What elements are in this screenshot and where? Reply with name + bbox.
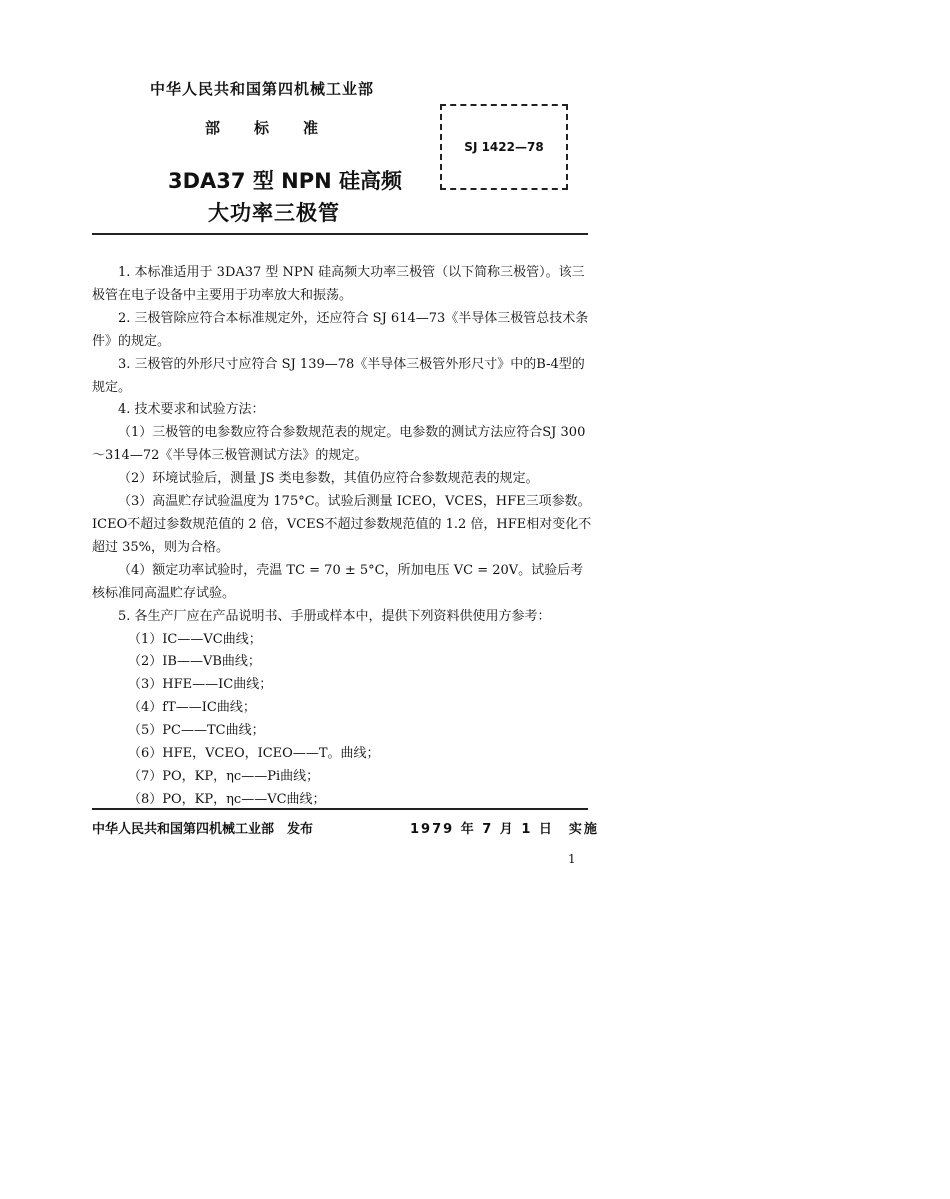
header-divider [92,233,588,235]
curve-item: （1）IC——VC曲线； [128,631,262,647]
paragraph-4-3: （3）高温贮存试验温度为 175°C。试验后测量 ICEO，VCES，HFE三项参数。ICEO不超过参数规范值的 2 倍，VCES不超过参数规范值的 1.2 倍，HFE相对变化不超过 35%，则为合格。 [92,494,592,555]
curve-item: （5）PC——TC曲线； [128,723,265,739]
document-title-line1: 3DA37 型 NPN 硅高频 [168,169,402,193]
standard-code: SJ 1422—78 [464,140,544,154]
standard-type: 部标准 [205,119,353,137]
paragraph-3: 3. 三极管的外形尺寸应符合 SJ 139—78《半导体三极管外形尺寸》中的B-4型的规定。 [92,356,585,395]
paragraph-2: 2. 三极管除应符合本标准规定外，还应符合 SJ 614—73《半导体三极管总技术条件》的规定。 [92,310,589,349]
curve-item: （6）HFE，VCEO，ICEO——T。曲线； [128,746,380,762]
standard-code-box [440,104,568,190]
paragraph-5: 5. 各生产厂应在产品说明书、手册或样本中，提供下列资料供使用方参考： [118,608,551,624]
paragraph-4-4: （4）额定功率试验时，壳温 TC = 70 ± 5°C，所加电压 VC = 20V。试验后考核标准同高温贮存试验。 [92,562,584,601]
curve-item: （3）HFE——IC曲线； [128,677,273,693]
curve-item: （8）PO，KP，ηc——VC曲线； [128,791,326,807]
curve-item: （7）PO，KP，ηc——Pi曲线； [128,768,320,784]
paragraph-1: 1. 本标准适用于 3DA37 型 NPN 硅高频大功率三极管（以下简称三极管）。该三极管在电子设备中主要用于功率放大和振荡。 [92,265,585,303]
footer-divider [92,808,588,810]
effective-date-line: 1979 年 7 月 1 日 实施 [410,822,599,837]
paragraph-4-1: （1）三极管的电参数应符合参数规范表的规定。电参数的测试方法应符合SJ 300～314—72《半导体三极管测试方法》的规定。 [92,425,586,464]
document-title-line2: 大功率三极管 [208,201,340,225]
document-body [92,262,592,812]
ministry-name: 中华人民共和国第四机械工业部 [150,80,375,98]
publisher-line: 中华人民共和国第四机械工业部 发布 [92,822,314,837]
paragraph-4-2: （2）环境试验后，测量 JS 类电参数，其值仍应符合参数规范表的规定。 [118,471,539,487]
paragraph-4: 4. 技术要求和试验方法： [118,402,265,418]
curve-item: （2）IB——VB曲线； [128,654,261,670]
page-number: 1 [568,852,576,866]
curve-item: （4）fT——IC曲线； [128,700,256,716]
